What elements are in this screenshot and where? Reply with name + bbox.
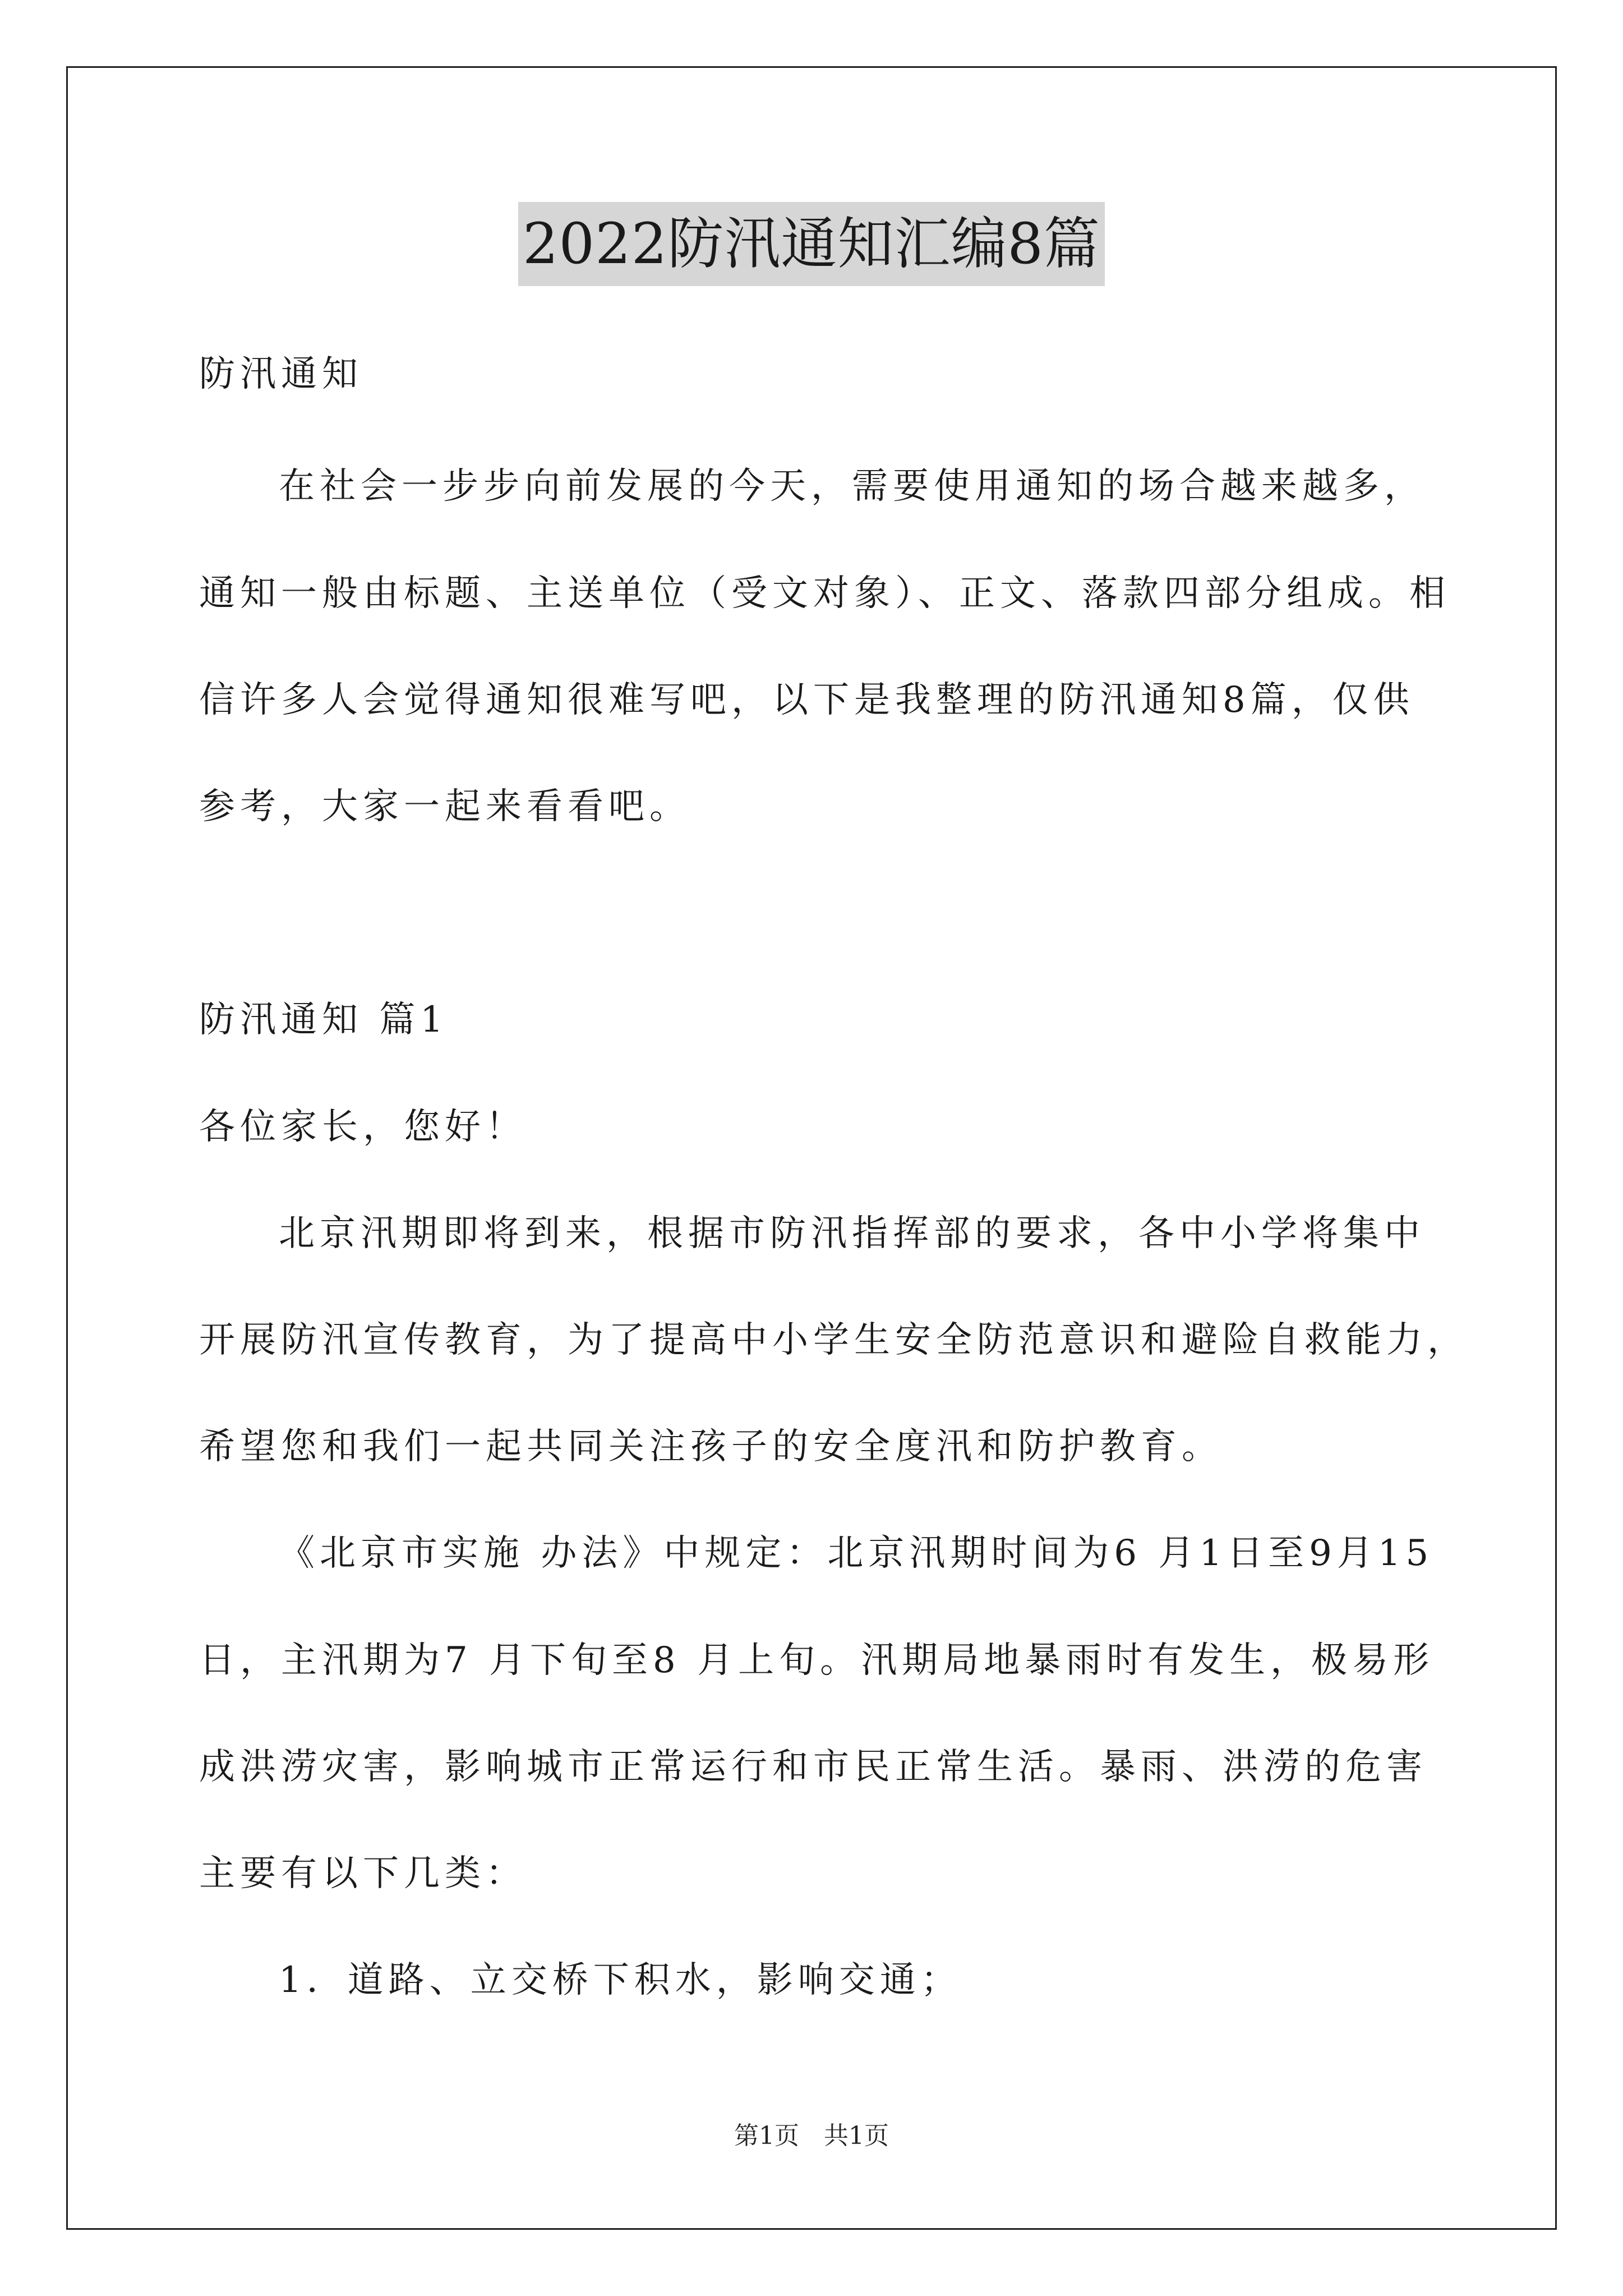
page-footer: 第1页 共1页: [734, 2122, 889, 2150]
paragraph-line: 主要有以下几类：: [199, 1853, 527, 1894]
paragraph-line: 成洪涝灾害，影响城市正常运行和市民正常生活。暴雨、洪涝的危害: [199, 1746, 1427, 1788]
greeting: 各位家长，您好！: [199, 1106, 527, 1148]
intro-line: 通知一般由标题、主送单位（受文对象）、正文、落款四部分组成。相: [199, 573, 1450, 614]
intro-line: 参考，大家一起来看看吧。: [199, 786, 690, 827]
article-heading: 防汛通知 篇1: [199, 999, 449, 1041]
paragraph-line: 开展防汛宣传教育，为了提高中小学生安全防范意识和避险自救能力，: [199, 1319, 1468, 1361]
paragraph-line: 《北京市实施 办法》中规定：北京汛期时间为6 月1日至9月15: [279, 1533, 1434, 1574]
intro-line: 在社会一步步向前发展的今天，需要使用通知的场合越来越多，: [279, 466, 1425, 507]
intro-line: 信许多人会觉得通知很难写吧，以下是我整理的防汛通知8篇，仅供: [199, 679, 1414, 721]
paragraph-line: 希望您和我们一起共同关注孩子的安全度汛和防护教育。: [199, 1426, 1223, 1467]
list-item: 1．道路、立交桥下积水，影响交通；: [279, 1959, 962, 2001]
title-container: [0, 202, 1623, 286]
section-heading: 防汛通知: [199, 353, 363, 395]
paragraph-line: 北京汛期即将到来，根据市防汛指挥部的要求，各中小学将集中: [279, 1213, 1425, 1254]
document-title: 2022防汛通知汇编8篇: [518, 202, 1105, 286]
paragraph-line: 日，主汛期为7 月下旬至8 月上旬。汛期局地暴雨时有发生，极易形: [199, 1640, 1435, 1681]
